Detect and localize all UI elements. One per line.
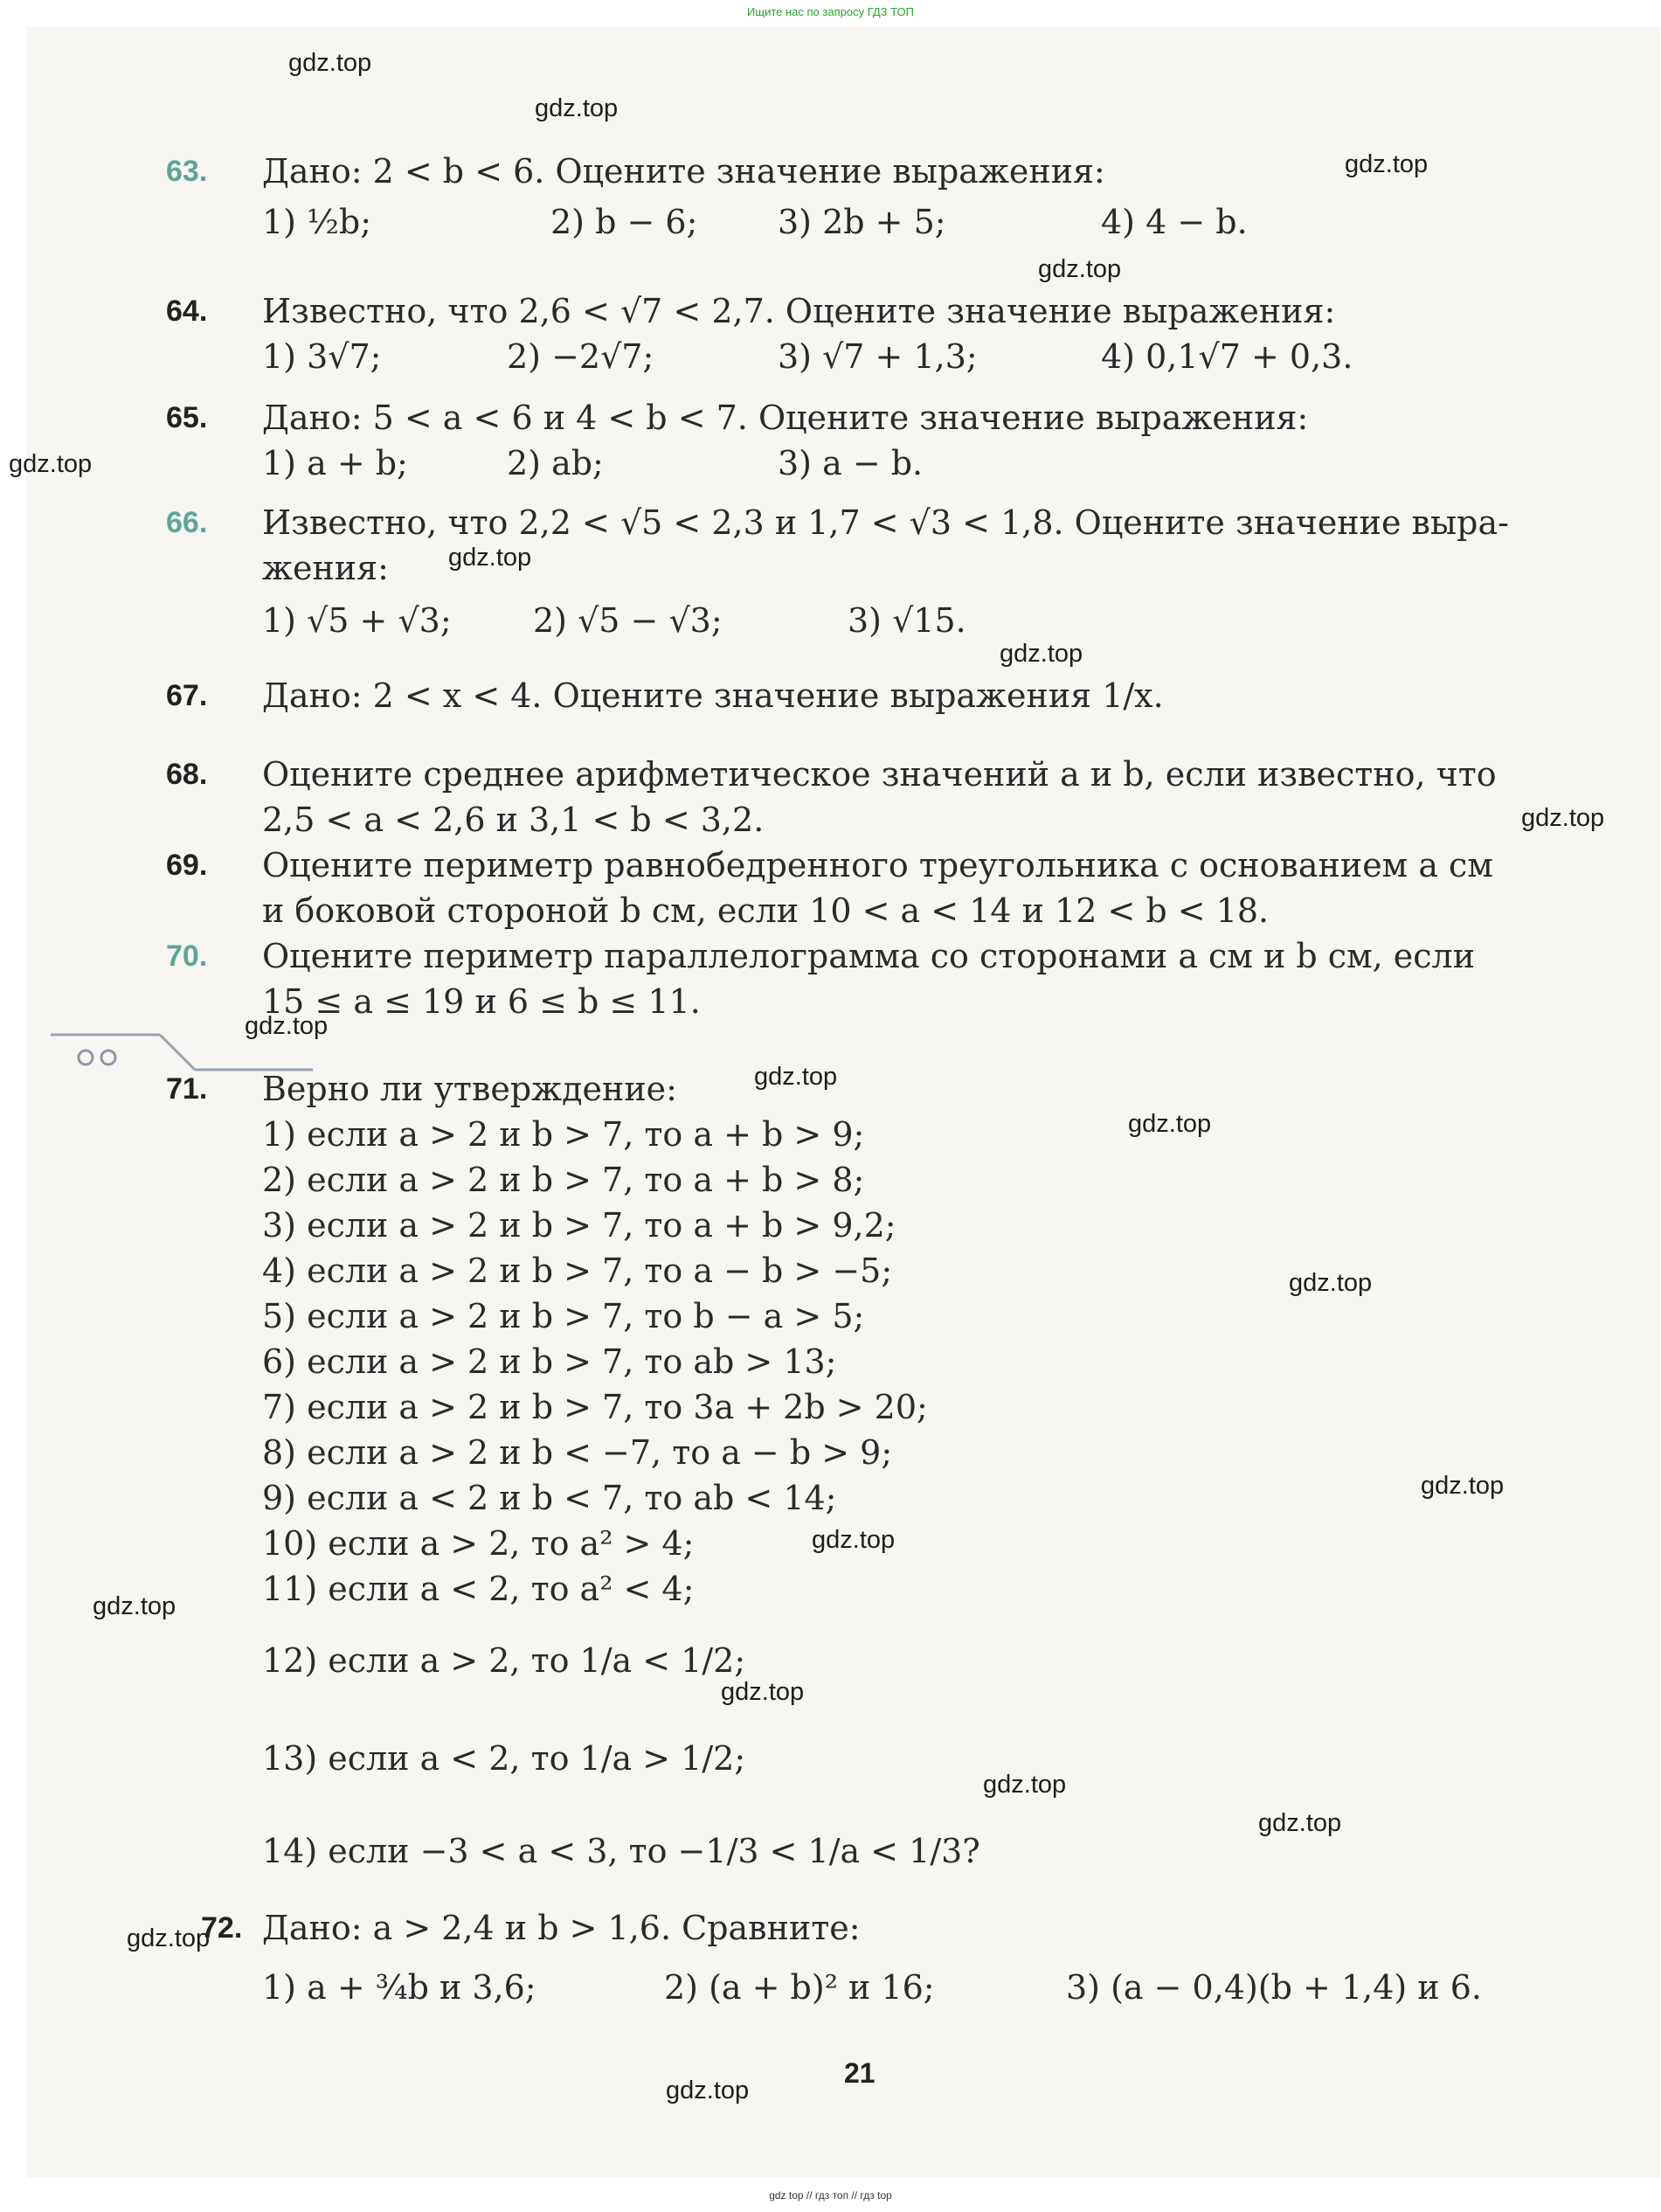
list-item: 14) если −3 < a < 3, то −1/3 < 1/a < 1/3? bbox=[262, 1832, 980, 1870]
problem-66 bbox=[166, 500, 1599, 643]
watermark: gdz.top bbox=[1258, 1809, 1342, 1837]
list-item: 9) если a < 2 и b < 7, то ab < 14; bbox=[262, 1479, 837, 1517]
problem-number: 63. bbox=[166, 155, 208, 188]
option: 3) (a − 0,4)(b + 1,4) и 6. bbox=[1066, 1968, 1482, 2007]
problem-70 bbox=[166, 933, 1599, 1024]
option: 2) (a + b)² и 16; bbox=[664, 1968, 935, 2007]
problem-64 bbox=[166, 288, 1599, 379]
list-item: 3) если a > 2 и b > 7, то a + b > 9,2; bbox=[262, 1206, 896, 1245]
list-item: 13) если a < 2, то 1/a > 1/2; bbox=[262, 1739, 746, 1778]
problem-text: и боковой стороной b см, если 10 < a < 14 и 12 < b < 18. bbox=[262, 891, 1270, 930]
option: 1) 3√7; bbox=[262, 337, 382, 376]
list-item: 12) если a > 2, то 1/a < 1/2; bbox=[262, 1641, 746, 1680]
option: 1) a + ¾b и 3,6; bbox=[262, 1968, 536, 2007]
textbook-page bbox=[9, 26, 1660, 2178]
problem-text: Оцените периметр параллелограмма со сторонами a см и b см, если bbox=[262, 937, 1476, 975]
problem-number: 65. bbox=[166, 401, 208, 434]
watermark: gdz.top bbox=[812, 1526, 896, 1554]
problem-number: 67. bbox=[166, 679, 208, 712]
problem-number: 69. bbox=[166, 849, 208, 882]
problem-number: 66. bbox=[166, 506, 208, 539]
problem-text: жения: bbox=[262, 549, 389, 587]
watermark: gdz.top bbox=[288, 49, 372, 77]
watermark: gdz.top bbox=[448, 544, 532, 572]
problem-text: Дано: 2 < b < 6. Оцените значение выражения: bbox=[262, 152, 1105, 191]
option: 1) √5 + √3; bbox=[262, 601, 452, 640]
watermark: gdz.top bbox=[1521, 804, 1605, 832]
watermark: gdz.top bbox=[1128, 1110, 1212, 1138]
option: 4) 0,1√7 + 0,3. bbox=[1101, 337, 1353, 376]
watermark: gdz.top bbox=[535, 94, 619, 122]
option: 3) a − b. bbox=[778, 444, 924, 482]
option: 1) ½b; bbox=[262, 203, 372, 241]
option: 3) √7 + 1,3; bbox=[778, 337, 978, 376]
problem-67 bbox=[166, 673, 1599, 718]
problem-65 bbox=[166, 395, 1599, 486]
problem-text: 2,5 < a < 2,6 и 3,1 < b < 3,2. bbox=[262, 801, 765, 839]
watermark: gdz.top bbox=[983, 1771, 1067, 1799]
watermark: gdz.top bbox=[721, 1678, 805, 1706]
problem-text: Оцените периметр равнобедренного треугольника с основанием a см bbox=[262, 846, 1493, 884]
problem-text: Дано: a > 2,4 и b > 1,6. Сравните: bbox=[262, 1909, 861, 1947]
problem-text: Дано: 5 < a < 6 и 4 < b < 7. Оцените значение выражения: bbox=[262, 399, 1309, 437]
list-item: 2) если a > 2 и b > 7, то a + b > 8; bbox=[262, 1161, 865, 1199]
problem-63 bbox=[166, 149, 1599, 245]
watermark: gdz.top bbox=[1000, 640, 1083, 668]
page-number: 21 bbox=[844, 2057, 875, 2089]
watermark: gdz.top bbox=[245, 1012, 329, 1040]
watermark: gdz.top bbox=[127, 1924, 211, 1952]
problem-number: 70. bbox=[166, 940, 208, 973]
problem-69 bbox=[166, 843, 1599, 933]
problem-text: Дано: 2 < x < 4. Оцените значение выражения 1/x. bbox=[262, 676, 1164, 715]
watermark: gdz.top bbox=[9, 450, 93, 478]
watermark: gdz.top bbox=[754, 1063, 838, 1091]
watermark: gdz.top bbox=[1345, 150, 1429, 178]
problem-71 bbox=[166, 1066, 1599, 1895]
watermark: gdz.top bbox=[1038, 255, 1122, 283]
list-item: 6) если a > 2 и b > 7, то ab > 13; bbox=[262, 1342, 837, 1381]
list-item: 8) если a > 2 и b < −7, то a − b > 9; bbox=[262, 1433, 893, 1472]
problem-number: 64. bbox=[166, 295, 208, 328]
list-item: 11) если a < 2, то a² < 4; bbox=[262, 1570, 695, 1608]
option: 3) √15. bbox=[848, 601, 966, 640]
problem-text: Известно, что 2,2 < √5 < 2,3 и 1,7 < √3 < 1,8. Оцените значение выра- bbox=[262, 503, 1509, 542]
option: 3) 2b + 5; bbox=[778, 203, 946, 241]
problem-text: Известно, что 2,6 < √7 < 2,7. Оцените значение выражения: bbox=[262, 292, 1336, 330]
watermark: gdz.top bbox=[1289, 1269, 1373, 1297]
option: 1) a + b; bbox=[262, 444, 408, 482]
problem-text: Верно ли утверждение: bbox=[262, 1070, 677, 1108]
problem-number: 72. bbox=[201, 1911, 243, 1945]
problem-number: 68. bbox=[166, 758, 208, 791]
bottom-banner[interactable]: gdz top // гдз топ // гдз top bbox=[769, 2189, 892, 2202]
problem-text: Оцените среднее арифметическое значений a и b, если известно, что bbox=[262, 755, 1497, 794]
watermark: gdz.top bbox=[1421, 1472, 1505, 1500]
problem-number: 71. bbox=[166, 1072, 208, 1106]
option: 2) ab; bbox=[507, 444, 604, 482]
list-item: 7) если a > 2 и b > 7, то 3a + 2b > 20; bbox=[262, 1388, 928, 1426]
top-banner[interactable]: Ищите нас по запросу ГДЗ ТОП bbox=[747, 5, 914, 18]
option: 2) −2√7; bbox=[507, 337, 654, 376]
problem-text: 15 ≤ a ≤ 19 и 6 ≤ b ≤ 11. bbox=[262, 982, 701, 1021]
watermark: gdz.top bbox=[93, 1592, 176, 1620]
list-item: 4) если a > 2 и b > 7, то a − b > −5; bbox=[262, 1252, 893, 1290]
watermark: gdz.top bbox=[666, 2077, 750, 2105]
option: 2) √5 − √3; bbox=[533, 601, 723, 640]
option: 4) 4 − b. bbox=[1101, 203, 1248, 241]
list-item: 1) если a > 2 и b > 7, то a + b > 9; bbox=[262, 1115, 865, 1154]
list-item: 5) если a > 2 и b > 7, то b − a > 5; bbox=[262, 1297, 865, 1335]
option: 2) b − 6; bbox=[550, 203, 698, 241]
problem-72 bbox=[166, 1905, 1599, 2010]
list-item: 10) если a > 2, то a² > 4; bbox=[262, 1524, 695, 1563]
problem-68 bbox=[166, 752, 1599, 843]
